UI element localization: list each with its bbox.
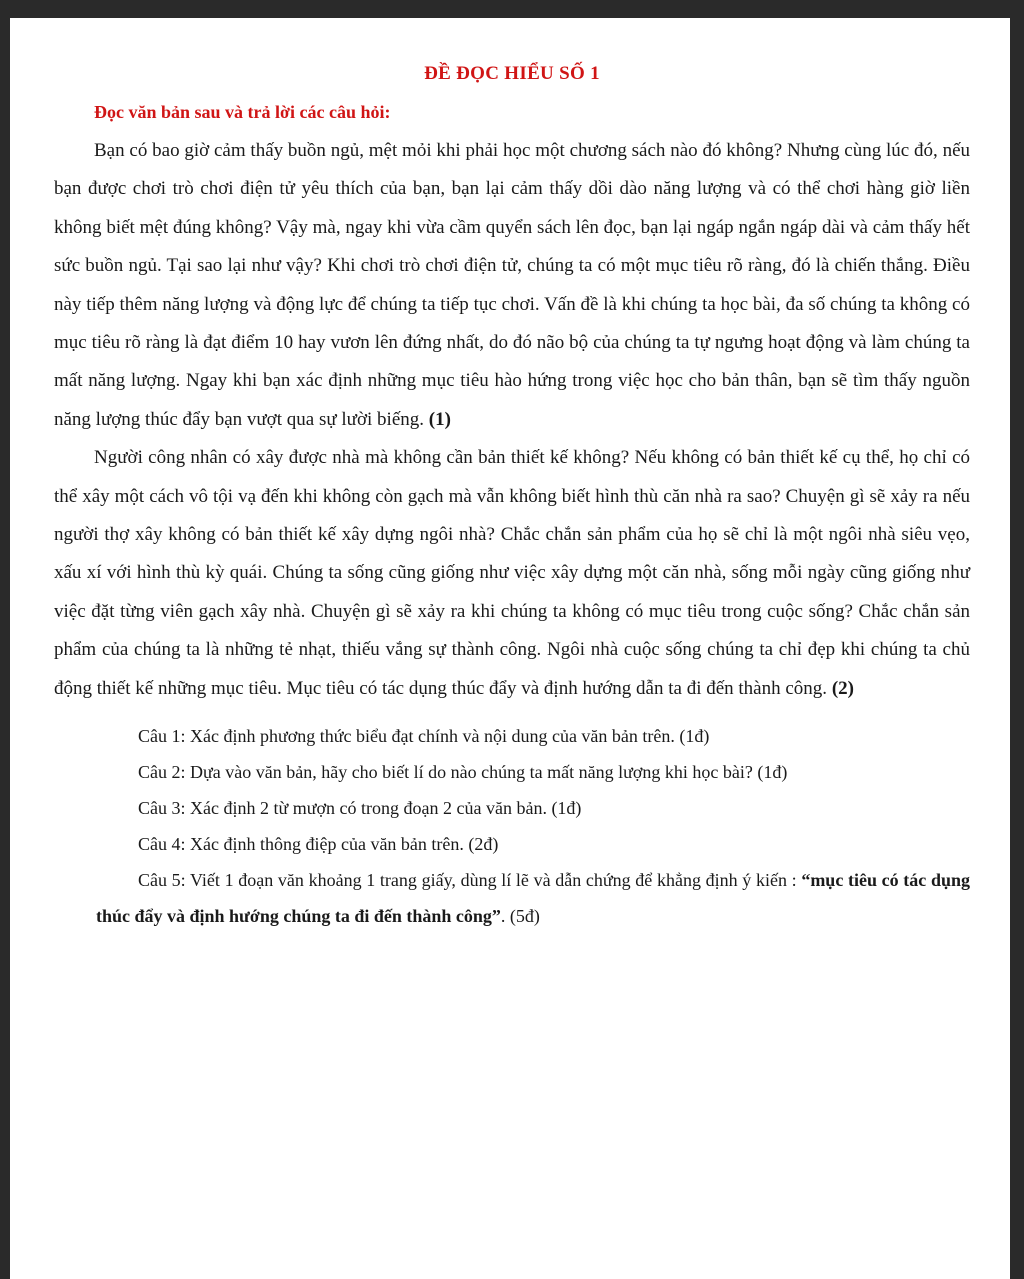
- question-1: Câu 1: Xác định phương thức biểu đạt chính và nội dung của văn bản trên. (1đ): [138, 726, 710, 747]
- document-page: [10, 18, 1010, 1279]
- instruction-heading: Đọc văn bản sau và trả lời các câu hỏi:: [94, 102, 391, 122]
- question-5-quote: “mục tiêu có tác dụng thúc đẩy và định hướng chúng ta đi đến thành công”: [96, 870, 970, 927]
- question-4: Câu 4: Xác định thông điệp của văn bản trên. (2đ): [138, 834, 499, 855]
- paragraph-2-text: Người công nhân có xây được nhà mà không cần bản thiết kế không? Nếu không có bản thiết kế cụ thể, họ chỉ có thể xây một cách vô tội vạ đến khi không còn gạch mà vẫn không biết hình thù căn nhà ra sao? Chuyện gì sẽ xảy ra nếu người thợ xây không có bản thiết kế xây dựng ngôi nhà? Chắc chắn sản phẩm của họ sẽ chỉ là một ngôi nhà siêu vẹo, xấu xí với hình thù kỳ quái. Chúng ta sống cũng giống như việc xây dựng một căn nhà, sống mỗi ngày cũng giống như việc đặt từng viên gạch xây nhà. Chuyện gì sẽ xảy ra khi chúng ta không có mục tiêu trong cuộc sống? Chắc chắn sản phẩm của chúng ta là những tẻ nhạt, thiếu vắng sự thành công. Ngôi nhà cuộc sống chúng ta chỉ đẹp khi chúng ta chủ động thiết kế những mục tiêu. Mục tiêu có tác dụng thúc đẩy và định hướng dẫn ta đi đến thành công.: [54, 447, 970, 699]
- question-2: Câu 2: Dựa vào văn bản, hãy cho biết lí do nào chúng ta mất năng lượng khi học bài? (1đ): [138, 762, 788, 783]
- passage-paragraph-2: [54, 439, 970, 708]
- questions-list: [54, 718, 970, 934]
- paragraph-2-marker: (2): [831, 677, 854, 699]
- question-3: Câu 3: Xác định 2 từ mượn có trong đoạn 2 của văn bản. (1đ): [138, 798, 582, 819]
- question-5: [54, 862, 970, 934]
- paragraph-1-marker: (1): [428, 408, 451, 430]
- question-5-prefix: Câu 5: Viết 1 đoạn văn khoảng 1 trang giấy, dùng lí lẽ và dẫn chứng để khẳng định ý kiến :: [138, 870, 802, 891]
- passage-paragraph-1: [54, 132, 970, 439]
- document-title: ĐỀ ĐỌC HIỂU SỐ 1: [424, 63, 600, 84]
- question-5-suffix: . (5đ): [500, 906, 540, 927]
- paragraph-1-text: Bạn có bao giờ cảm thấy buồn ngủ, mệt mỏi khi phải học một chương sách nào đó không? Nhưng cùng lúc đó, nếu bạn được chơi trò chơi điện tử yêu thích của bạn, bạn lại cảm thấy dồi dào năng lượng và có thể chơi hàng giờ liền không biết mệt đúng không? Vậy mà, ngay khi vừa cầm quyển sách lên đọc, bạn lại ngáp ngắn ngáp dài và cảm thấy hết sức buồn ngủ. Tại sao lại như vậy? Khi chơi trò chơi điện tử, chúng ta có một mục tiêu rõ ràng, đó là chiến thắng. Điều này tiếp thêm năng lượng và động lực để chúng ta tiếp tục chơi. Vấn đề là khi chúng ta học bài, đa số chúng ta không có mục tiêu rõ ràng là đạt điểm 10 hay vươn lên đứng nhất, do đó não bộ của chúng ta tự ngưng hoạt động và làm chúng ta mất năng lượng. Ngay khi bạn xác định những mục tiêu hào hứng trong việc học cho bản thân, bạn sẽ tìm thấy nguồn năng lượng thúc đẩy bạn vượt qua sự lười biếng.: [54, 140, 970, 430]
